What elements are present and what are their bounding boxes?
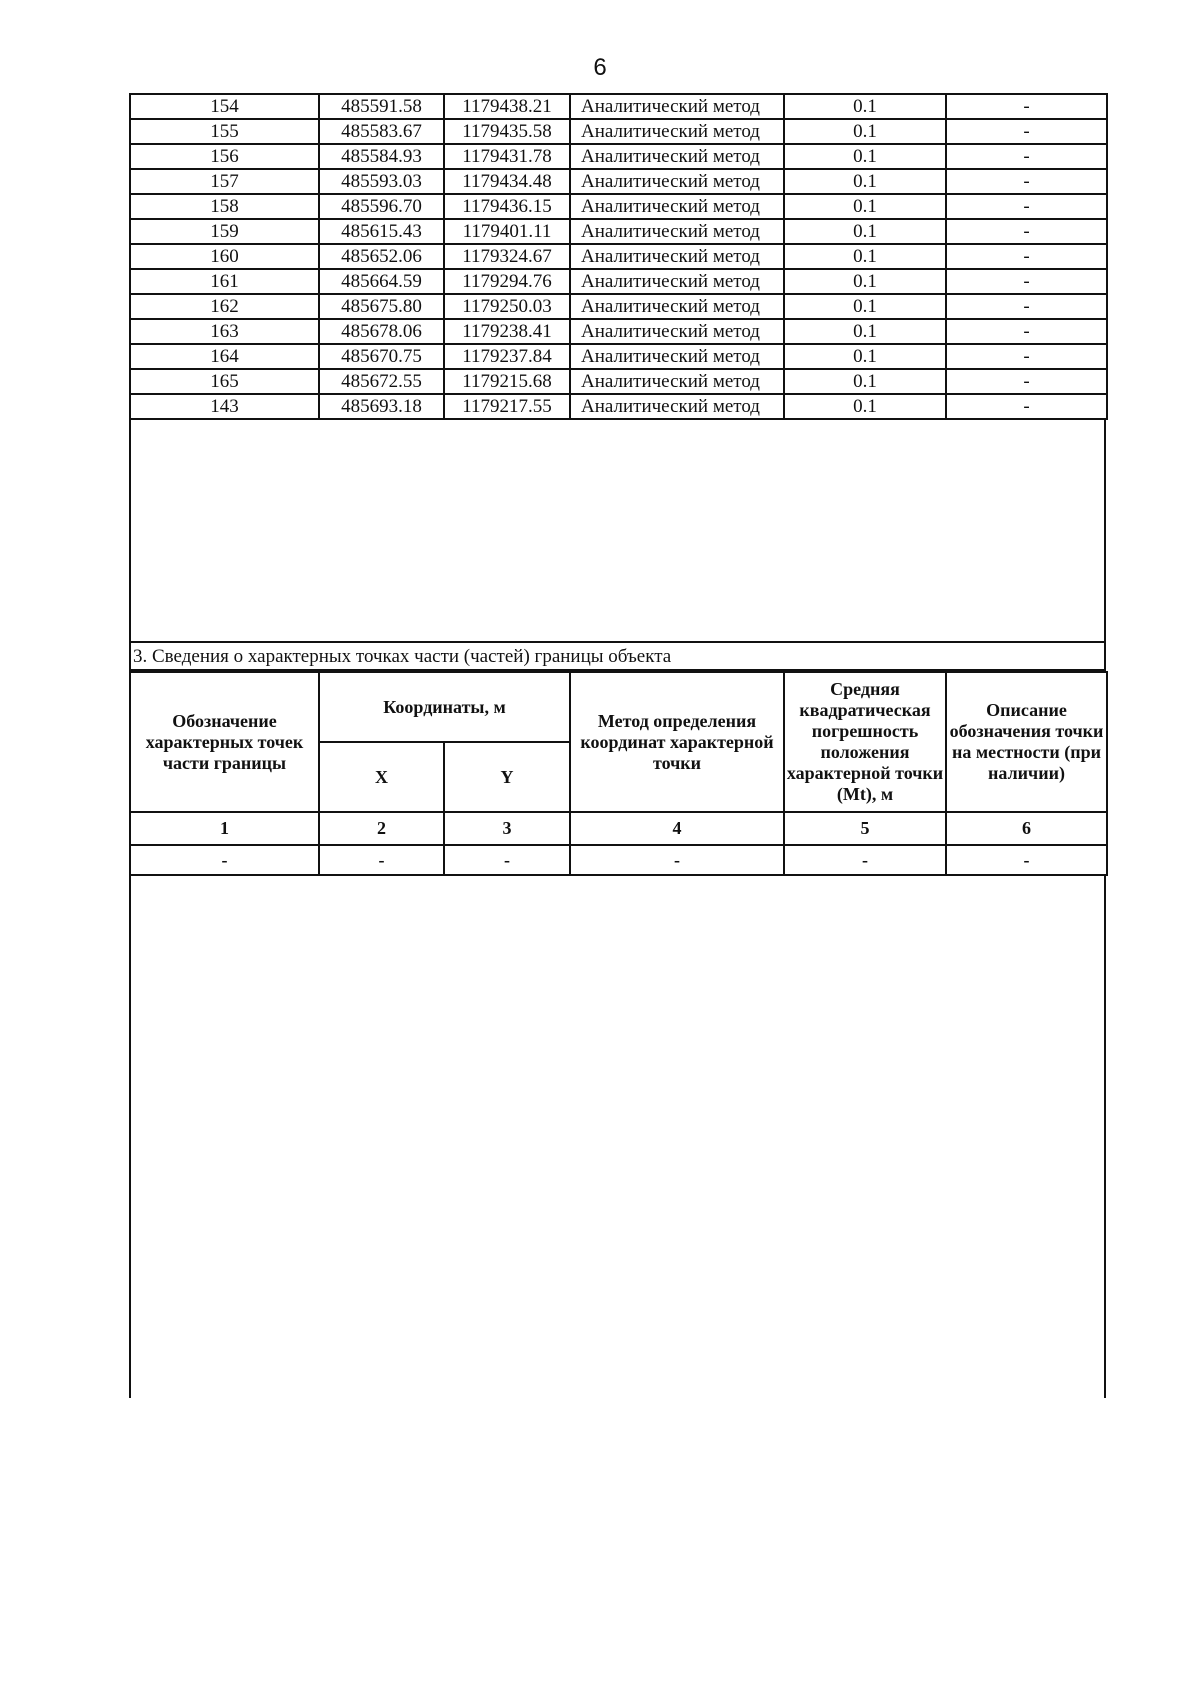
table-row [130,344,1107,369]
column-number: 1 [130,812,319,845]
cell-method: Аналитический метод [570,394,784,419]
cell-description: - [946,319,1107,344]
column-number: 4 [570,812,784,845]
value-cell: - [444,845,570,875]
cell-x: 485591.58 [319,94,444,119]
cell-point: 143 [130,394,319,419]
cell-accuracy: 0.1 [784,344,946,369]
cell-y: 1179438.21 [444,94,570,119]
cell-y: 1179431.78 [444,144,570,169]
cell-x: 485672.55 [319,369,444,394]
header-x: X [319,742,444,812]
cell-x: 485652.06 [319,244,444,269]
cell-method: Аналитический метод [570,194,784,219]
cell-description: - [946,194,1107,219]
cell-y: 1179250.03 [444,294,570,319]
coordinates-table [129,93,1108,420]
blank-area [129,420,1106,641]
table-row [130,194,1107,219]
cell-x: 485583.67 [319,119,444,144]
cell-description: - [946,119,1107,144]
cell-y: 1179294.76 [444,269,570,294]
document-frame [129,93,1106,1398]
header-y: Y [444,742,570,812]
table-row [130,394,1107,419]
cell-description: - [946,144,1107,169]
cell-y: 1179401.11 [444,219,570,244]
value-cell: - [946,845,1107,875]
cell-point: 157 [130,169,319,194]
cell-accuracy: 0.1 [784,144,946,169]
cell-description: - [946,344,1107,369]
cell-description: - [946,269,1107,294]
cell-point: 155 [130,119,319,144]
cell-y: 1179217.55 [444,394,570,419]
cell-method: Аналитический метод [570,219,784,244]
cell-method: Аналитический метод [570,344,784,369]
cell-method: Аналитический метод [570,369,784,394]
cell-y: 1179324.67 [444,244,570,269]
table-row [130,144,1107,169]
cell-y: 1179435.58 [444,119,570,144]
cell-x: 485596.70 [319,194,444,219]
blank-area-bottom [129,876,1106,1398]
cell-x: 485670.75 [319,344,444,369]
parts-points-table [129,671,1108,876]
cell-x: 485615.43 [319,219,444,244]
cell-accuracy: 0.1 [784,319,946,344]
cell-y: 1179237.84 [444,344,570,369]
column-number: 3 [444,812,570,845]
cell-point: 162 [130,294,319,319]
cell-point: 159 [130,219,319,244]
table-row [130,269,1107,294]
cell-accuracy: 0.1 [784,294,946,319]
table-row [130,319,1107,344]
cell-accuracy: 0.1 [784,369,946,394]
cell-method: Аналитический метод [570,94,784,119]
cell-x: 485678.06 [319,319,444,344]
value-cell: - [570,845,784,875]
cell-accuracy: 0.1 [784,269,946,294]
cell-method: Аналитический метод [570,119,784,144]
cell-point: 164 [130,344,319,369]
header-accuracy: Средняя квадратическая погрешность положения характерной точки (Mt), м [784,672,946,812]
cell-description: - [946,169,1107,194]
cell-method: Аналитический метод [570,269,784,294]
cell-accuracy: 0.1 [784,119,946,144]
table-row [130,169,1107,194]
cell-accuracy: 0.1 [784,169,946,194]
cell-y: 1179434.48 [444,169,570,194]
column-number: 6 [946,812,1107,845]
cell-description: - [946,369,1107,394]
cell-y: 1179436.15 [444,194,570,219]
cell-method: Аналитический метод [570,144,784,169]
cell-description: - [946,94,1107,119]
cell-accuracy: 0.1 [784,394,946,419]
coordinates-table-body [130,94,1107,419]
cell-x: 485675.80 [319,294,444,319]
cell-x: 485593.03 [319,169,444,194]
value-cell: - [130,845,319,875]
cell-point: 165 [130,369,319,394]
column-number: 5 [784,812,946,845]
cell-accuracy: 0.1 [784,194,946,219]
cell-point: 160 [130,244,319,269]
cell-point: 156 [130,144,319,169]
cell-description: - [946,394,1107,419]
cell-x: 485584.93 [319,144,444,169]
cell-x: 485664.59 [319,269,444,294]
column-number: 2 [319,812,444,845]
page-number: 6 [593,54,607,81]
cell-method: Аналитический метод [570,244,784,269]
table-row [130,119,1107,144]
cell-point: 158 [130,194,319,219]
cell-x: 485693.18 [319,394,444,419]
cell-accuracy: 0.1 [784,219,946,244]
cell-y: 1179215.68 [444,369,570,394]
header-method: Метод определения координат характерной точки [570,672,784,812]
cell-y: 1179238.41 [444,319,570,344]
cell-method: Аналитический метод [570,294,784,319]
cell-point: 154 [130,94,319,119]
cell-method: Аналитический метод [570,169,784,194]
header-coordinates: Координаты, м [319,672,570,742]
cell-accuracy: 0.1 [784,94,946,119]
table-row [130,369,1107,394]
table-row [130,219,1107,244]
cell-description: - [946,244,1107,269]
cell-accuracy: 0.1 [784,244,946,269]
cell-description: - [946,294,1107,319]
value-cell: - [319,845,444,875]
table-row [130,244,1107,269]
header-designation: Обозначение характерных точек части границы [130,672,319,812]
table-row [130,294,1107,319]
cell-point: 161 [130,269,319,294]
header-description: Описание обозначения точки на местности (при наличии) [946,672,1107,812]
cell-method: Аналитический метод [570,319,784,344]
value-cell: - [784,845,946,875]
section-3-title: 3. Сведения о характерных точках части (частей) границы объекта [129,641,1106,671]
cell-description: - [946,219,1107,244]
table-row [130,94,1107,119]
cell-point: 163 [130,319,319,344]
